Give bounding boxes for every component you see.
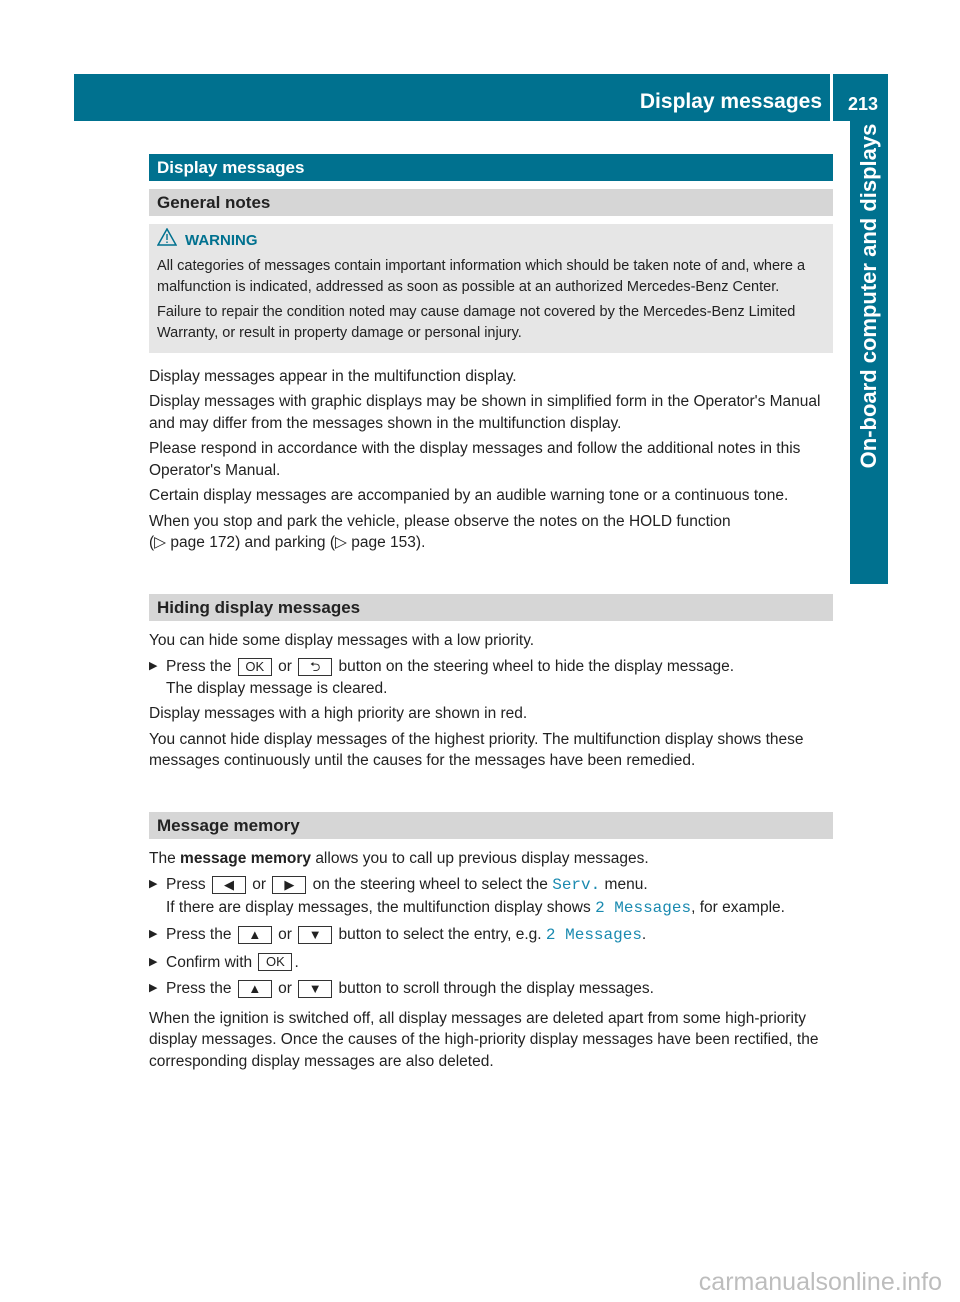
text: When you stop and park the vehicle, please observe the notes on the HOLD function: [149, 512, 731, 530]
text: or: [252, 876, 267, 893]
text: menu.: [604, 876, 648, 893]
instruction-step: [149, 656, 833, 699]
warning-box: [149, 224, 833, 353]
warning-label: WARNING: [185, 231, 258, 249]
step-arrow-icon: ▶: [149, 660, 158, 672]
text: and parking: [244, 534, 326, 551]
instruction-step: ▶ Confirm with OK .: [149, 952, 833, 974]
text: button to scroll through the display messages.: [338, 980, 654, 997]
text: The: [149, 849, 176, 867]
text: If there are display messages, the multifunction display shows: [166, 898, 591, 916]
text: Press the: [166, 658, 232, 675]
display-text-serv: Serv.: [552, 876, 601, 894]
heading-hiding: Hiding display messages: [149, 594, 833, 621]
text: or: [278, 980, 292, 997]
paragraph: You cannot hide display messages of the highest priority. The multifunction display shows these messages continuously until the causes for the messages have been remedied.: [149, 730, 804, 769]
step-arrow-icon: ▶: [149, 878, 158, 890]
paragraph: Display messages with a high priority are shown in red.: [149, 705, 528, 722]
heading-general-notes: General notes: [149, 189, 833, 216]
paragraph: When the ignition is switched off, all display messages are deleted apart from some high-priority display messages. Once the causes of the high-priority display messages have been rectified, the corresponding display messages are also deleted.: [149, 1009, 819, 1070]
header-divider: [830, 74, 833, 121]
step-arrow-icon: ▶: [149, 928, 158, 940]
heading-message-memory: Message memory: [149, 812, 833, 839]
page-link[interactable]: page 153: [351, 534, 416, 551]
text: Press: [166, 876, 206, 893]
display-text-messages: 2 Messages: [545, 926, 642, 944]
paragraph: When you stop and park the vehicle, please observe the notes on the HOLD function (▷ page 172) and parking (▷ page 153).: [149, 512, 731, 551]
step-arrow-icon: ▶: [149, 982, 158, 994]
bold-term: message memory: [180, 849, 311, 867]
header-title: Display messages: [639, 90, 822, 113]
watermark: carmanualsonline.info: [698, 1268, 942, 1296]
chapter-tab-label: On-board computer and displays: [856, 123, 881, 469]
paragraph: Please respond in accordance with the display messages and follow the additional notes in this Operator's Manual.: [149, 440, 801, 479]
step-arrow-icon: ▶: [149, 955, 158, 968]
right-key-icon: ▶: [272, 876, 306, 894]
paragraph: Display messages with graphic displays may be shown in simplified form in the Operator's Manual and may differ from the messages shown in the multifunction display.: [149, 393, 821, 432]
text: button on the steering wheel to hide the display message.: [338, 658, 735, 675]
text: Press the: [166, 926, 232, 943]
paragraph: Display messages appear in the multifunction display.: [149, 367, 517, 385]
text: Confirm with: [166, 953, 253, 971]
instruction-step: [149, 874, 833, 919]
down-key-icon: ▼: [298, 980, 332, 998]
instruction-step: ▶ Press the ▲ or ▼ button to select the entry, e.g. 2 Messages.: [149, 926, 647, 944]
text: , for example.: [691, 898, 785, 916]
chapter-tab: [850, 121, 888, 584]
back-key-icon: ⮌: [298, 658, 332, 676]
ok-key: OK: [238, 658, 272, 676]
display-text-messages: 2 Messages: [595, 898, 692, 917]
page-ref-arrow-icon: ▷: [154, 534, 167, 551]
warning-text: All categories of messages contain important information which should be taken note of and, where a malfunction is indicated, addressed as soon as possible at an authorized Mercedes-Benz Center.: [157, 257, 806, 295]
down-key-icon: ▼: [298, 926, 332, 944]
paragraph: You can hide some display messages with a low priority.: [149, 631, 535, 649]
instruction-step: [149, 978, 833, 1000]
text: Press the: [166, 980, 232, 997]
warning-text: Failure to repair the condition noted may cause damage not covered by the Mercedes-Benz Limited Warranty, or result in property damage or personal injury.: [157, 303, 796, 341]
section-title: Display messages: [149, 154, 833, 181]
text: allows you to call up previous display messages.: [315, 849, 649, 867]
up-key-icon: ▲: [238, 926, 272, 944]
page-number: 213: [847, 94, 878, 114]
page-content: [149, 154, 833, 1076]
paragraph: Certain display messages are accompanied by an audible warning tone or a continuous tone.: [149, 487, 789, 504]
page-ref-arrow-icon: ▷: [335, 534, 347, 551]
paragraph: [149, 848, 833, 870]
up-key-icon: ▲: [238, 980, 272, 998]
text: button to select the entry, e.g.: [338, 926, 542, 943]
left-key-icon: ◀: [212, 876, 246, 894]
page-header: [74, 74, 888, 121]
page-link[interactable]: page 172: [170, 534, 236, 551]
warning-triangle-icon: [157, 228, 177, 253]
ok-key: OK: [258, 953, 292, 971]
text: on the steering wheel to select the: [312, 876, 548, 893]
step-result: The display message is cleared.: [166, 679, 388, 697]
text: or: [278, 926, 292, 943]
text: or: [278, 658, 292, 675]
